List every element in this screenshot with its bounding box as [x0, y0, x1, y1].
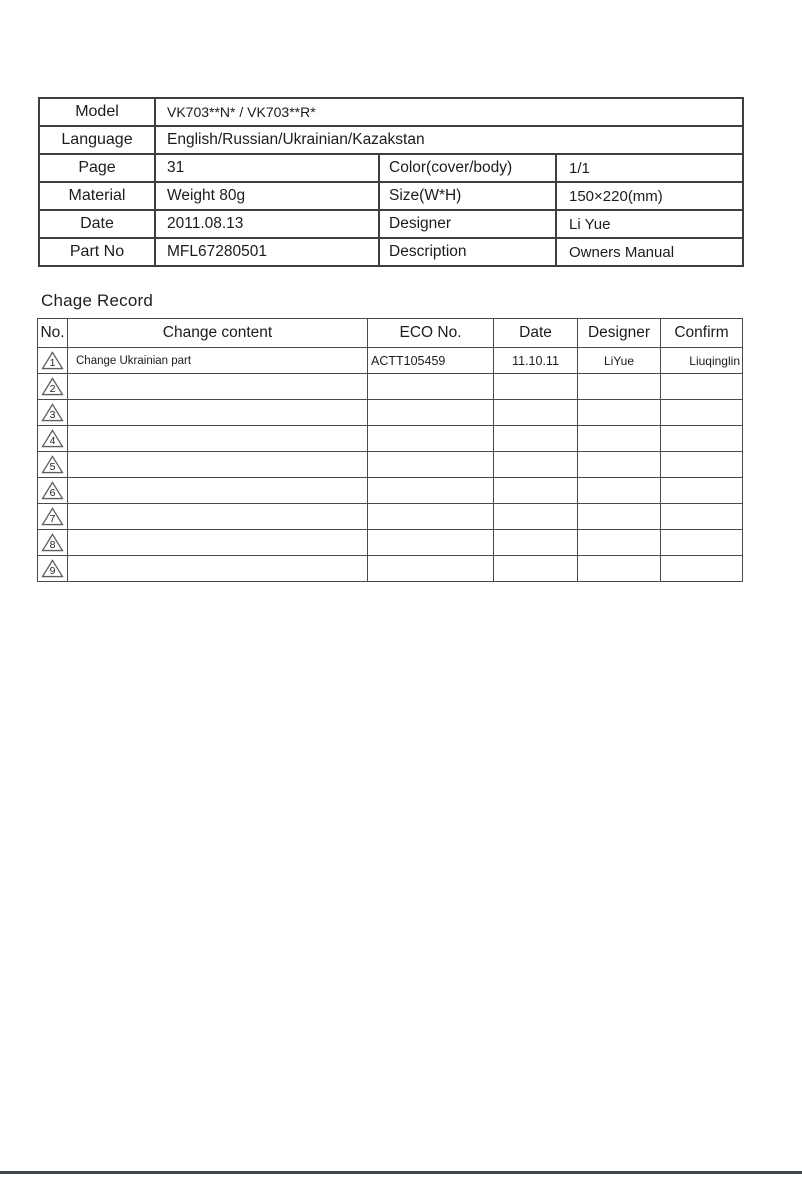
spec-row-material — [39, 182, 743, 210]
revision-number-cell — [38, 348, 68, 374]
svg-text:4: 4 — [49, 436, 56, 448]
revision-triangle-icon — [41, 559, 64, 578]
date-cell — [494, 556, 578, 582]
spec-row-date — [39, 210, 743, 238]
change-content-cell — [68, 556, 368, 582]
col-header-designer: Designer — [578, 319, 661, 348]
spec-label-language: Language — [39, 126, 155, 154]
spec-label-model: Model — [39, 98, 155, 126]
change-record-row — [38, 478, 743, 504]
change-record-row — [38, 374, 743, 400]
spec-value-designer: Li Yue — [556, 210, 743, 238]
revision-number-cell — [38, 504, 68, 530]
change-record-row — [38, 504, 743, 530]
eco-no-cell — [368, 400, 494, 426]
eco-no-cell — [368, 452, 494, 478]
revision-triangle-icon — [41, 429, 64, 448]
svg-text:5: 5 — [49, 462, 56, 474]
spec-value-size: 150×220(mm) — [556, 182, 743, 210]
col-header-confirm: Confirm — [661, 319, 743, 348]
date-cell — [494, 374, 578, 400]
designer-cell — [578, 400, 661, 426]
change-record-row — [38, 556, 743, 582]
designer-cell: LiYue — [578, 348, 661, 374]
spec-label-material: Material — [39, 182, 155, 210]
spec-label-partno: Part No — [39, 238, 155, 266]
spec-value-model: VK703**N* / VK703**R* — [155, 98, 743, 126]
change-content-cell — [68, 452, 368, 478]
change-content-cell — [68, 478, 368, 504]
eco-no-cell — [368, 426, 494, 452]
spec-value-language: English/Russian/Ukrainian/Kazakstan — [155, 126, 743, 154]
spec-row-page — [39, 154, 743, 182]
revision-number-cell — [38, 556, 68, 582]
change-content-cell — [68, 530, 368, 556]
change-content-cell — [68, 426, 368, 452]
spec-value-description: Owners Manual — [556, 238, 743, 266]
confirm-cell — [661, 452, 743, 478]
change-content-cell — [68, 504, 368, 530]
confirm-cell — [661, 530, 743, 556]
designer-cell — [578, 530, 661, 556]
spec-row-partno — [39, 238, 743, 266]
change-record-header-row — [38, 319, 743, 348]
page-bottom-rule — [0, 1171, 802, 1174]
spec-row-language — [39, 126, 743, 154]
svg-text:8: 8 — [49, 540, 56, 552]
change-record-row — [38, 426, 743, 452]
revision-number-cell — [38, 400, 68, 426]
change-record-table — [37, 318, 743, 582]
change-content-cell: Change Ukrainian part — [68, 348, 368, 374]
revision-triangle-icon — [41, 377, 64, 396]
confirm-cell — [661, 478, 743, 504]
col-header-no: No. — [38, 319, 68, 348]
svg-text:3: 3 — [49, 410, 56, 422]
designer-cell — [578, 452, 661, 478]
svg-text:2: 2 — [49, 384, 56, 396]
eco-no-cell — [368, 556, 494, 582]
confirm-cell — [661, 556, 743, 582]
revision-number-cell — [38, 426, 68, 452]
svg-text:6: 6 — [49, 488, 56, 500]
designer-cell — [578, 426, 661, 452]
confirm-cell: Liuqinglin — [661, 348, 743, 374]
col-header-eco-no: ECO No. — [368, 319, 494, 348]
svg-text:1: 1 — [49, 358, 56, 370]
col-header-change-content: Change content — [68, 319, 368, 348]
revision-number-cell — [38, 530, 68, 556]
change-content-cell — [68, 400, 368, 426]
svg-text:9: 9 — [49, 566, 56, 578]
spec-value-color: 1/1 — [556, 154, 743, 182]
eco-no-cell: ACTT105459 — [368, 348, 494, 374]
change-record-row — [38, 400, 743, 426]
confirm-cell — [661, 400, 743, 426]
change-record-row — [38, 452, 743, 478]
revision-triangle-icon — [41, 481, 64, 500]
eco-no-cell — [368, 504, 494, 530]
date-cell — [494, 530, 578, 556]
revision-triangle-icon — [41, 351, 64, 370]
date-cell — [494, 426, 578, 452]
date-cell — [494, 400, 578, 426]
spec-table — [38, 97, 744, 267]
spec-value-page: 31 — [155, 154, 379, 182]
revision-triangle-icon — [41, 507, 64, 526]
date-cell — [494, 478, 578, 504]
spec-label-color: Color(cover/body) — [379, 154, 556, 182]
svg-text:7: 7 — [49, 514, 56, 526]
spec-label-designer: Designer — [379, 210, 556, 238]
date-cell — [494, 452, 578, 478]
confirm-cell — [661, 426, 743, 452]
revision-number-cell — [38, 478, 68, 504]
spec-label-page: Page — [39, 154, 155, 182]
change-record-row — [38, 348, 743, 374]
designer-cell — [578, 556, 661, 582]
spec-value-date: 2011.08.13 — [155, 210, 379, 238]
revision-number-cell — [38, 374, 68, 400]
spec-row-model — [39, 98, 743, 126]
spec-label-description: Description — [379, 238, 556, 266]
change-record-title: Chage Record — [41, 291, 154, 310]
designer-cell — [578, 504, 661, 530]
col-header-date: Date — [494, 319, 578, 348]
eco-no-cell — [368, 530, 494, 556]
spec-value-partno: MFL67280501 — [155, 238, 379, 266]
revision-triangle-icon — [41, 403, 64, 422]
designer-cell — [578, 374, 661, 400]
spec-label-size: Size(W*H) — [379, 182, 556, 210]
eco-no-cell — [368, 478, 494, 504]
confirm-cell — [661, 504, 743, 530]
designer-cell — [578, 478, 661, 504]
date-cell — [494, 504, 578, 530]
confirm-cell — [661, 374, 743, 400]
revision-number-cell — [38, 452, 68, 478]
spec-label-date: Date — [39, 210, 155, 238]
spec-value-material: Weight 80g — [155, 182, 379, 210]
eco-no-cell — [368, 374, 494, 400]
revision-triangle-icon — [41, 455, 64, 474]
change-record-row — [38, 530, 743, 556]
revision-triangle-icon — [41, 533, 64, 552]
date-cell: 11.10.11 — [494, 348, 578, 374]
change-content-cell — [68, 374, 368, 400]
